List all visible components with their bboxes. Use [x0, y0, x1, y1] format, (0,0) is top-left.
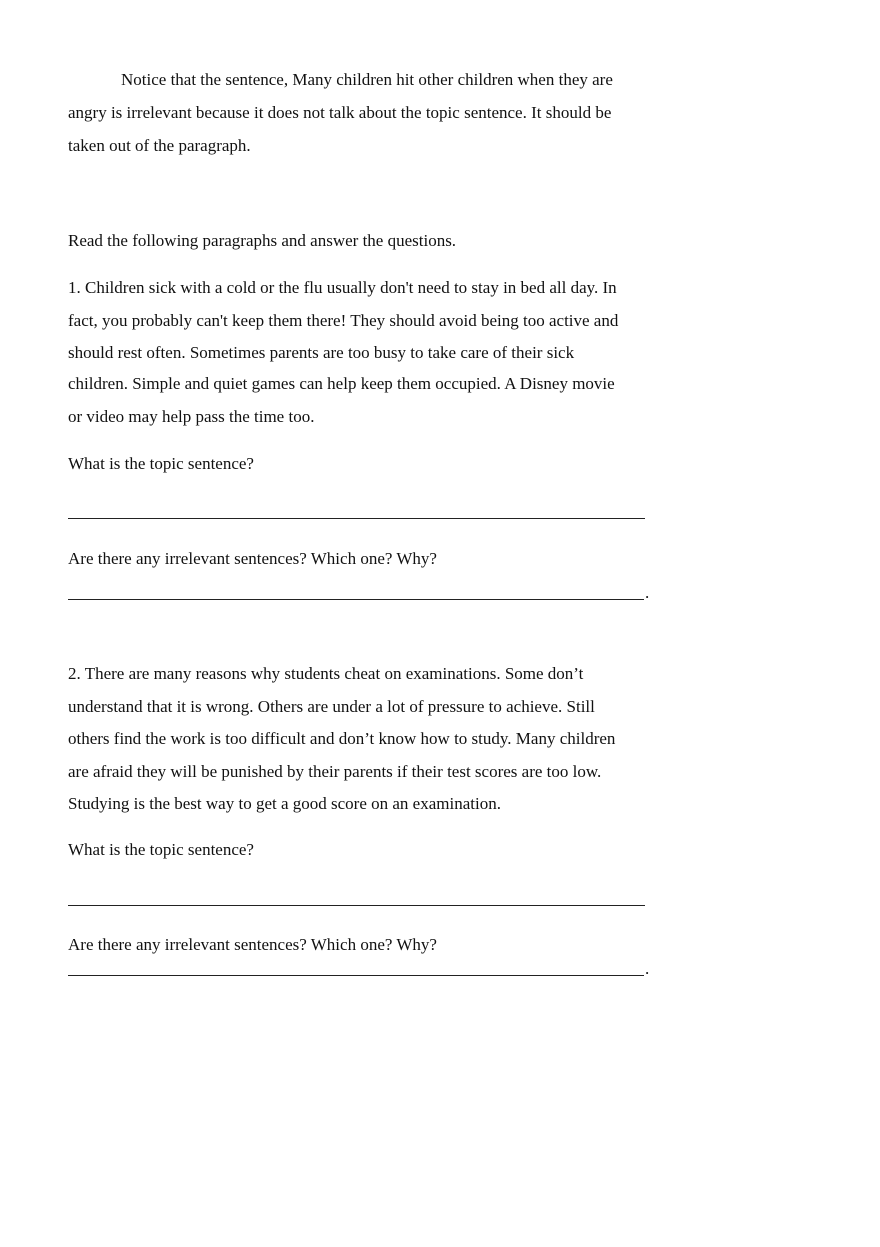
topic-sentence-answer-line[interactable] — [68, 905, 645, 906]
instructions: Read the following paragraphs and answer the questions. — [68, 231, 457, 250]
paragraph-line: 2. There are many reasons why students cheat on examinations. Some don’t — [68, 664, 584, 683]
answer-line-end: . — [645, 583, 650, 602]
paragraph-line: are afraid they will be punished by their parents if their test scores are too low. — [68, 762, 602, 781]
paragraph-line: understand that it is wrong. Others are under a lot of pressure to achieve. Still — [68, 697, 595, 716]
paragraph-line: Studying is the best way to get a good score on an examination. — [68, 794, 501, 813]
paragraph-line: fact, you probably can't keep them there! They should avoid being too active and — [68, 311, 619, 330]
intro-line: taken out of the paragraph. — [68, 136, 251, 155]
irrelevant-answer-line[interactable] — [68, 975, 644, 976]
topic-sentence-prompt: What is the topic sentence? — [68, 840, 254, 859]
irrelevant-sentences-prompt: Are there any irrelevant sentences? Which one? Why? — [68, 935, 437, 954]
topic-sentence-answer-line[interactable] — [68, 518, 645, 519]
intro-line: angry is irrelevant because it does not talk about the topic sentence. It should be — [68, 103, 612, 122]
irrelevant-sentences-prompt: Are there any irrelevant sentences? Which one? Why? — [68, 549, 437, 568]
irrelevant-answer-line[interactable] — [68, 599, 644, 600]
paragraph-line: children. Simple and quiet games can help keep them occupied. A Disney movie — [68, 374, 615, 393]
topic-sentence-prompt: What is the topic sentence? — [68, 454, 254, 473]
paragraph-line: others find the work is too difficult and don’t know how to study. Many children — [68, 729, 616, 748]
paragraph-line: should rest often. Sometimes parents are too busy to take care of their sick — [68, 343, 575, 362]
intro-line: Notice that the sentence, Many children hit other children when they are — [121, 70, 613, 89]
paragraph-line: or video may help pass the time too. — [68, 407, 315, 426]
answer-line-end: . — [645, 959, 650, 978]
paragraph-line: 1. Children sick with a cold or the flu usually don't need to stay in bed all day. In — [68, 278, 617, 297]
